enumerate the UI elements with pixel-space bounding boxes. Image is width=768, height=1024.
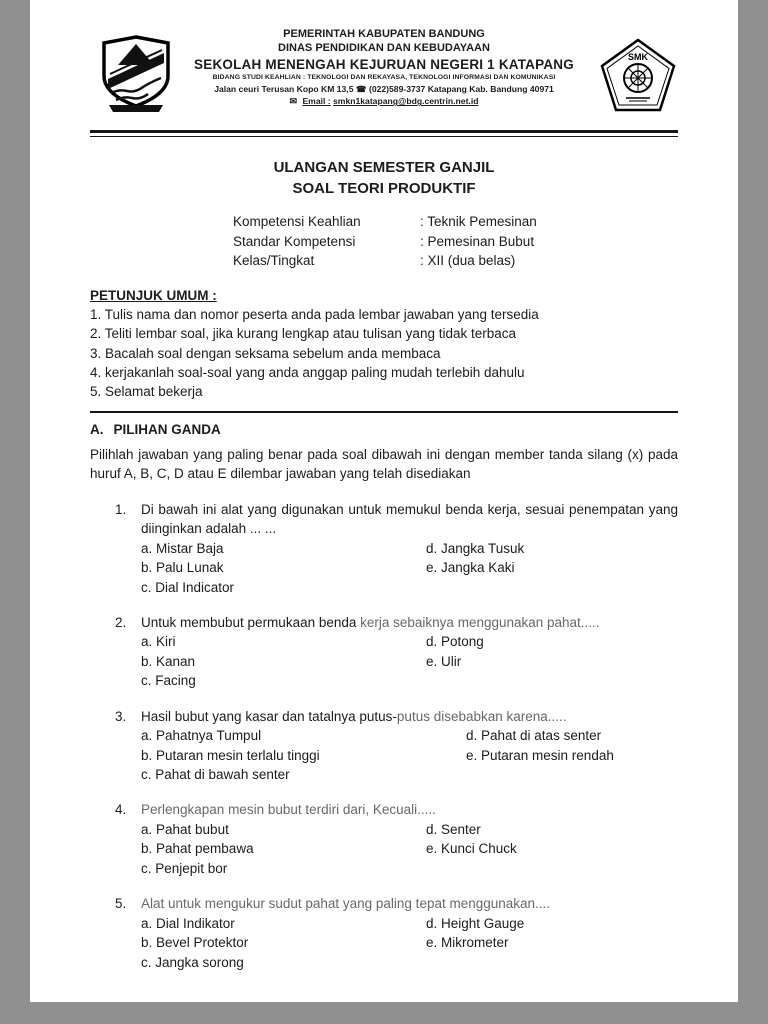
question-1 bbox=[90, 500, 678, 597]
meta-value: : Teknik Pemesinan bbox=[420, 214, 537, 229]
address-line: Jalan ceuri Terusan Kopo KM 13,5 ☎ (022)589-3737 Katapang Kab. Bandung 40971 bbox=[214, 84, 554, 95]
title-line-1: ULANGAN SEMESTER GANJIL bbox=[273, 159, 495, 176]
exam-meta bbox=[233, 212, 678, 271]
options-column-left bbox=[141, 914, 426, 972]
options-column-right bbox=[466, 726, 614, 784]
general-instructions-heading: PETUNJUK UMUM : bbox=[90, 287, 217, 303]
answer-option: d. Potong bbox=[426, 634, 484, 650]
question-number: 1. bbox=[115, 501, 127, 517]
smk-logo-icon bbox=[600, 38, 676, 114]
instruction-item: 3. Bacalah soal dengan seksama sebelum anda membaca bbox=[90, 345, 441, 361]
question-text: Alat untuk mengukur sudut pahat yang paling tepat menggunakan.... bbox=[141, 896, 551, 912]
answer-option: c. Pahat di bawah senter bbox=[141, 767, 290, 782]
options-column-left bbox=[141, 820, 426, 878]
answer-option: e. Ulir bbox=[426, 653, 462, 669]
email-line bbox=[169, 95, 599, 108]
meta-row-kelas-tingkat bbox=[233, 251, 678, 271]
meta-label: Kompetensi Keahlian bbox=[233, 214, 361, 229]
section-a-heading bbox=[90, 422, 678, 437]
section-title: PILIHAN GANDA bbox=[113, 421, 221, 437]
meta-row-standar-kompetensi bbox=[233, 232, 678, 252]
answer-option: d. Height Gauge bbox=[426, 915, 525, 931]
question-number: 5. bbox=[115, 896, 127, 912]
answer-option: b. Palu Lunak bbox=[141, 560, 224, 576]
question-number: 3. bbox=[115, 708, 127, 724]
exam-page bbox=[30, 0, 738, 1002]
answer-option: e. Jangka Kaki bbox=[426, 560, 515, 576]
envelope-icon: ✉ bbox=[289, 96, 298, 107]
letterhead bbox=[90, 26, 678, 122]
answer-option: d. Jangka Tusuk bbox=[426, 540, 525, 556]
answer-option: e. Putaran mesin rendah bbox=[466, 747, 614, 763]
section-a-instructions: Pilihlah jawaban yang paling benar pada soal dibawah ini dengan member tanda silang (x) pada huruf A, B, C, D atau E dilembar jawaban yang telah disediakan bbox=[90, 446, 678, 482]
letterhead-text bbox=[169, 26, 599, 108]
title-line-2: SOAL TEORI PRODUKTIF bbox=[292, 180, 476, 197]
question-text: Untuk membubut permukaan benda kerja sebaiknya menggunakan pahat..... bbox=[141, 614, 600, 630]
answer-option: a. Kiri bbox=[141, 634, 176, 650]
meta-row-kompetensi-keahlian bbox=[233, 212, 678, 232]
answer-option: e. Mikrometer bbox=[426, 935, 509, 951]
options-column-left bbox=[141, 726, 466, 784]
question-text: Di bawah ini alat yang digunakan untuk memukul benda kerja, sesuai penempatan yang diinginkan adalah ... ... bbox=[141, 501, 678, 537]
question-number: 4. bbox=[115, 802, 127, 818]
question-3 bbox=[90, 707, 678, 785]
answer-option: b. Bevel Protektor bbox=[141, 935, 249, 951]
options-column-right bbox=[426, 539, 524, 597]
meta-label: Standar Kompetensi bbox=[233, 233, 356, 249]
answer-option: c. Facing bbox=[141, 673, 196, 689]
answer-option: a. Pahatnya Tumpul bbox=[141, 728, 262, 744]
answer-option: a. Dial Indikator bbox=[141, 915, 235, 931]
answer-option: a. Mistar Baja bbox=[141, 540, 224, 556]
kabupaten-bandung-crest-icon bbox=[100, 34, 172, 114]
letterhead-divider bbox=[90, 130, 678, 137]
options-column-right bbox=[426, 632, 484, 690]
options-column-right bbox=[426, 914, 524, 972]
government-line-2: DINAS PENDIDIKAN DAN KEBUDAYAAN bbox=[278, 41, 490, 54]
meta-value: : Pemesinan Bubut bbox=[420, 233, 535, 249]
options-column-right bbox=[426, 820, 517, 878]
general-instructions-list bbox=[90, 305, 678, 402]
instruction-item: 4. kerjakanlah soal-soal yang anda anggap paling mudah terlebih dahulu bbox=[90, 365, 525, 380]
program-line: BIDANG STUDI KEAHLIAN : TEKNOLOGI DAN REKAYASA, TEKNOLOGI INFORMASI DAN KOMUNIKASI bbox=[212, 74, 556, 82]
email-label: Email : bbox=[302, 96, 331, 107]
question-5 bbox=[90, 894, 678, 972]
section-divider bbox=[90, 411, 678, 413]
answer-option: c. Penjepit bor bbox=[141, 860, 228, 876]
answer-option: b. Putaran mesin terlalu tinggi bbox=[141, 747, 320, 763]
question-text: Hasil bubut yang kasar dan tatalnya putus-putus disebabkan karena..... bbox=[141, 708, 567, 724]
instruction-item: 1. Tulis nama dan nomor peserta anda pada lembar jawaban yang tersedia bbox=[90, 306, 539, 322]
question-4 bbox=[90, 800, 678, 878]
answer-option: b. Kanan bbox=[141, 653, 196, 669]
school-name: SEKOLAH MENENGAH KEJURUAN NEGERI 1 KATAPANG bbox=[194, 56, 574, 72]
section-letter: A. bbox=[90, 421, 104, 437]
instruction-item: 5. Selamat bekerja bbox=[90, 384, 203, 400]
answer-option: b. Pahat pembawa bbox=[141, 841, 254, 857]
document-title bbox=[90, 157, 678, 199]
options-column-left bbox=[141, 539, 426, 597]
smk-logo-text: SMK bbox=[628, 52, 648, 62]
answer-option: c. Dial Indicator bbox=[141, 579, 235, 595]
meta-value: : XII (dua belas) bbox=[420, 253, 516, 269]
government-line-1: PEMERINTAH KABUPATEN BANDUNG bbox=[283, 28, 485, 40]
options-column-left bbox=[141, 632, 426, 690]
question-number: 2. bbox=[115, 614, 127, 630]
answer-option: d. Pahat di atas senter bbox=[466, 728, 602, 744]
instruction-item: 2. Teliti lembar soal, jika kurang lengkap atau tulisan yang tidak terbaca bbox=[90, 326, 517, 342]
answer-option: e. Kunci Chuck bbox=[426, 841, 517, 857]
email-address: smkn1katapang@bdg.centrin.net.id bbox=[333, 96, 479, 107]
meta-label: Kelas/Tingkat bbox=[233, 253, 315, 269]
answer-option: c. Jangka sorong bbox=[141, 954, 244, 970]
answer-option: a. Pahat bubut bbox=[141, 821, 229, 837]
answer-option: d. Senter bbox=[426, 821, 481, 837]
question-2 bbox=[90, 613, 678, 691]
question-text: Perlengkapan mesin bubut terdiri dari, Kecuali..... bbox=[141, 802, 436, 818]
question-list bbox=[90, 500, 678, 972]
